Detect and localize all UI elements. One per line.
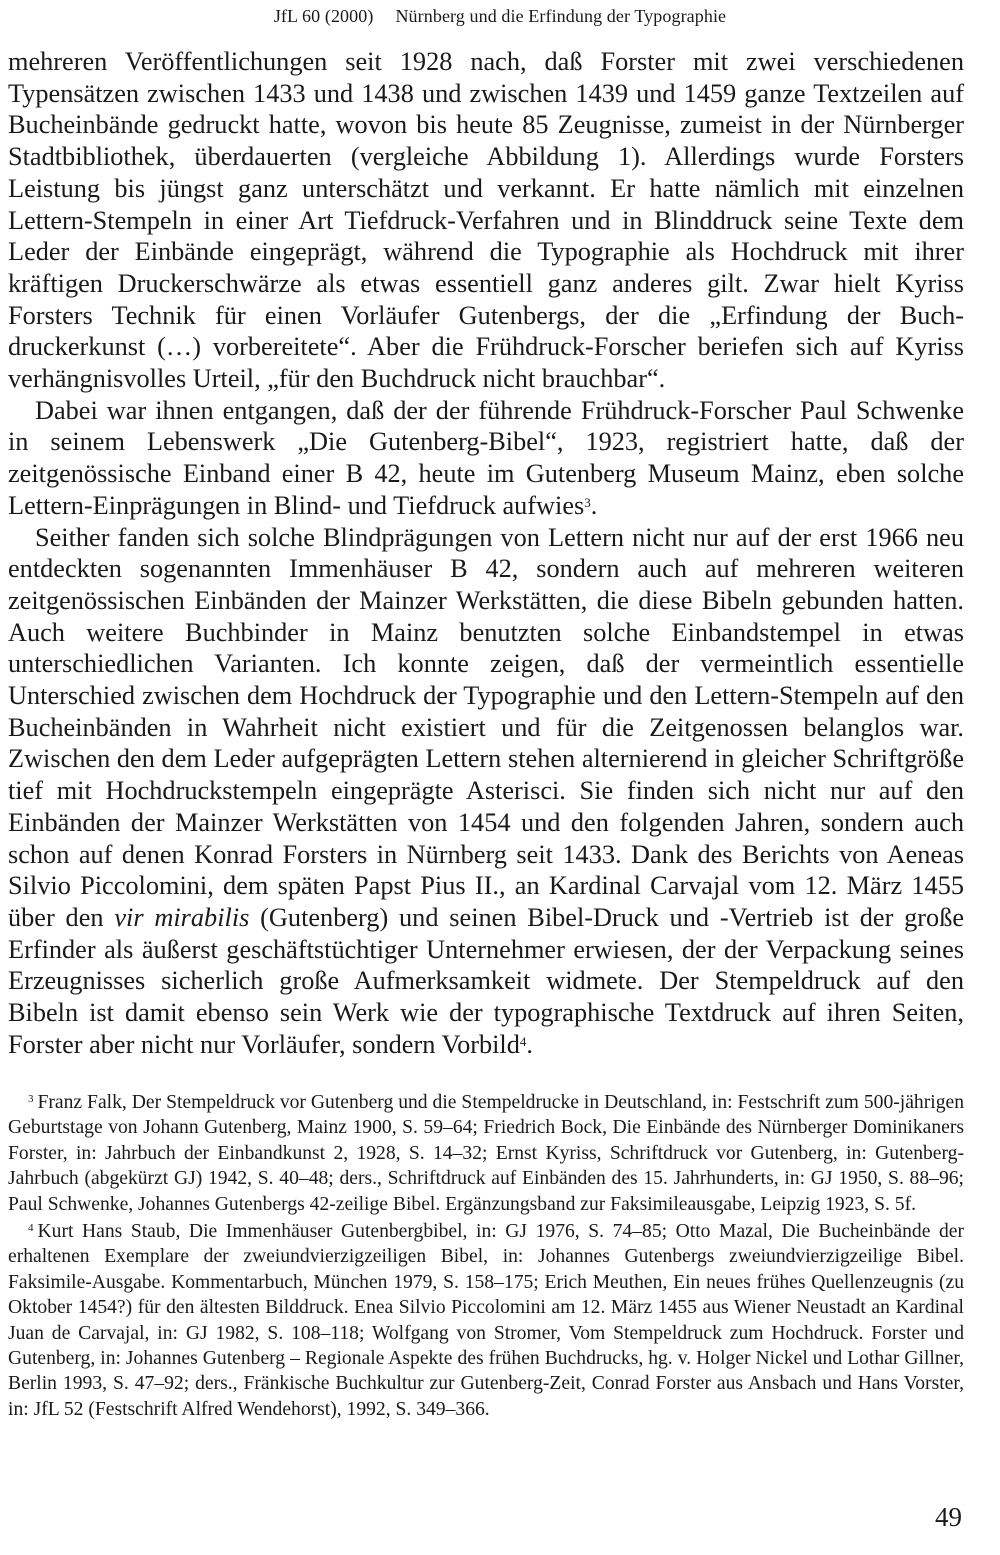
paragraph-3-italic: vir mirabilis — [114, 902, 250, 932]
paragraph-3-text-a: Seither fanden sich solche Blindprägungen von Lettern nicht nur auf der erst 1966 neu entdeckten sogenannten Immenhäuser B 42, sondern auch auf mehreren weiteren zeitgenössischen Einbänden der Mainzer Werkstätten, die diese Bibeln gebunden hatten. Auch weitere Buchbinder in Mainz benutzten solche Einbandstempel in etwas unterschiedlichen Varianten. Ich konnte zeigen, daß der vermeintlich essentielle Unterschied zwischen dem Hochdruck der Typographie und den Lettern-Stempeln auf den Bucheinbänden in Wahrheit nicht existiert und für die Zeitgenossen belanglos war. Zwischen den dem Leder aufgeprägten Lettern stehen alternierend in gleicher Schriftgröße tief mit Hochdruckstempeln eingeprägte Asterisci. Sie finden sich nicht nur auf den Einbänden der Mainzer Werkstätten von 1454 und den folgenden Jahren, sondern auch schon auf denen Konrad Forsters in Nürnberg seit 1433. Dank des Berichts von Aeneas Silvio Piccolomini, dem späten Papst Pius II., an Kardinal Carvajal vom 12. März 1455 über den — [8, 522, 964, 932]
paragraph-2-text: Dabei war ihnen entgangen, daß der der führende Frühdruck-Forscher Paul Schwenke in seinem Lebenswerk „Die Gutenberg-Bibel“, 1923, registriert hatte, daß der zeitgenössische Einband einer B 42, heute im Gutenberg Museum Mainz, eben solche Lettern-Einprägungen in Blind- und Tiefdruck aufwies — [8, 395, 964, 520]
running-head-title: Nürnberg und die Erfindung der Typographie — [395, 6, 727, 26]
footnote-3-number: 3 — [28, 1093, 34, 1105]
footnotes — [8, 1090, 964, 1424]
footnote-ref-3: 3 — [584, 494, 591, 510]
footnote-3 — [8, 1090, 964, 1217]
paragraph-3-text-b: (Gutenberg) und seinen Bibel-Druck und -Vertrieb ist der große Erfinder als äußerst geschäftstüchtiger Unternehmer erwiesen, der der Verpackung seines Erzeugnisses sicherlich große Aufmerksamkeit widmete. Der Stempeldruck auf den Bibeln ist damit ebenso sein Werk wie der typographische Textdruck auf ihren Seiten, Forster aber nicht nur Vorläufer, sondern Vorbild — [8, 902, 965, 1059]
footnote-4 — [8, 1219, 964, 1422]
running-head-journal: JfL 60 (2000) — [273, 6, 374, 26]
paragraph-3 — [8, 522, 964, 1061]
body-text — [8, 46, 964, 1061]
footnote-3-text: Franz Falk, Der Stempeldruck vor Gutenberg und die Stempeldrucke in Deutschland, in: Festschrift zum 500-jährigen Geburtstage von Johann Gutenberg, Mainz 1900, S. 59–64; Friedrich Bock, Die Einbände des Nürnberger Dominikaners Forster, in: Jahrbuch der Einbandkunst 2, 1928, S. 14–32; Ernst Kyriss, Schriftdruck vor Gutenberg, in: Gutenberg-Jahrbuch (abgekürzt GJ) 1942, S. 40–48; ders., Schriftdruck auf Einbänden des 15. Jahrhunderts, in: GJ 1950, S. 88–96; Paul Schwenke, Johannes Gutenbergs 42-zeilige Bibel. Ergänzungsband zur Faksimileausgabe, Leipzig 1923, S. 5f. — [8, 1092, 964, 1215]
footnote-4-text: Kurt Hans Staub, Die Immenhäuser Gutenbergbibel, in: GJ 1976, S. 74–85; Otto Mazal, Die Bucheinbände der erhaltenen Exemplare der zweiundvierzigzeiligen Bibel, in: Johannes Gutenbergs zweiundvierzigzeilige Bibel. Faksimile-Ausgabe. Kommentarbuch, München 1979, S. 158–175; Erich Meuthen, Ein neues frühes Quellenzeugnis (zu Oktober 1454?) für den ältesten Bilddruck. Enea Silvio Piccolomini am 12. März 1455 aus Wiener Neustadt an Kardinal Juan de Carvajal, in: GJ 1982, S. 108–118; Wolfgang von Stromer, Vom Stempeldruck zum Hochdruck. Forster und Gutenberg, in: Johannes Gutenberg – Regionale Aspekte des frühen Buchdrucks, hg. v. Holger Nickel und Lothar Gillner, Berlin 1993, S. 47–92; ders., Fränkische Buchkultur zur Gutenberg-Zeit, Conrad Forster aus Ansbach und Hans Vorster, in: JfL 52 (Festschrift Alfred Wendehorst), 1992, S. 349–366. — [8, 1221, 964, 1420]
footnote-4-number: 4 — [28, 1222, 34, 1235]
paragraph-3-end: . — [526, 1029, 533, 1059]
page-number: 49 — [935, 1502, 962, 1532]
paragraph-2 — [8, 395, 964, 522]
paragraph-2-end: . — [590, 490, 598, 520]
running-head — [0, 6, 1000, 27]
footnote-ref-4: 4 — [519, 1033, 527, 1049]
paragraph-1: mehreren Veröffentlichungen seit 1928 nach, daß Forster mit zwei verschiedenen Typensätzen zwischen 1433 und 1438 und zwischen 1439 und 1459 ganze Textzeilen auf Bucheinbände gedruckt hatte, wovon bis heute 85 Zeugnisse, zumeist in der Nürnberger Stadtbibliothek, überdauerten (vergleiche Abbildung 1). Allerdings wurde Forsters Leistung bis jüngst ganz unterschätzt und verkannt. Er hatte nämlich mit einzelnen Lettern-Stempeln in einer Art Tiefdruck-Verfahren und in Blinddruck seine Texte dem Leder der Einbände eingeprägt, während die Typographie als Hochdruck mit ihrer kräftigen Druckerschwärze als etwas essentiell ganz anderes gilt. Zwar hielt Kyriss Forsters Technik für einen Vorläufer Gutenbergs, der die „Erfindung der Buchdruckerkunst (…) vorbereitete“. Aber die Frühdruck-Forscher beriefen sich auf Kyriss verhängnisvolles Urteil, „für den Buchdruck nicht brauchbar“. — [8, 47, 964, 394]
